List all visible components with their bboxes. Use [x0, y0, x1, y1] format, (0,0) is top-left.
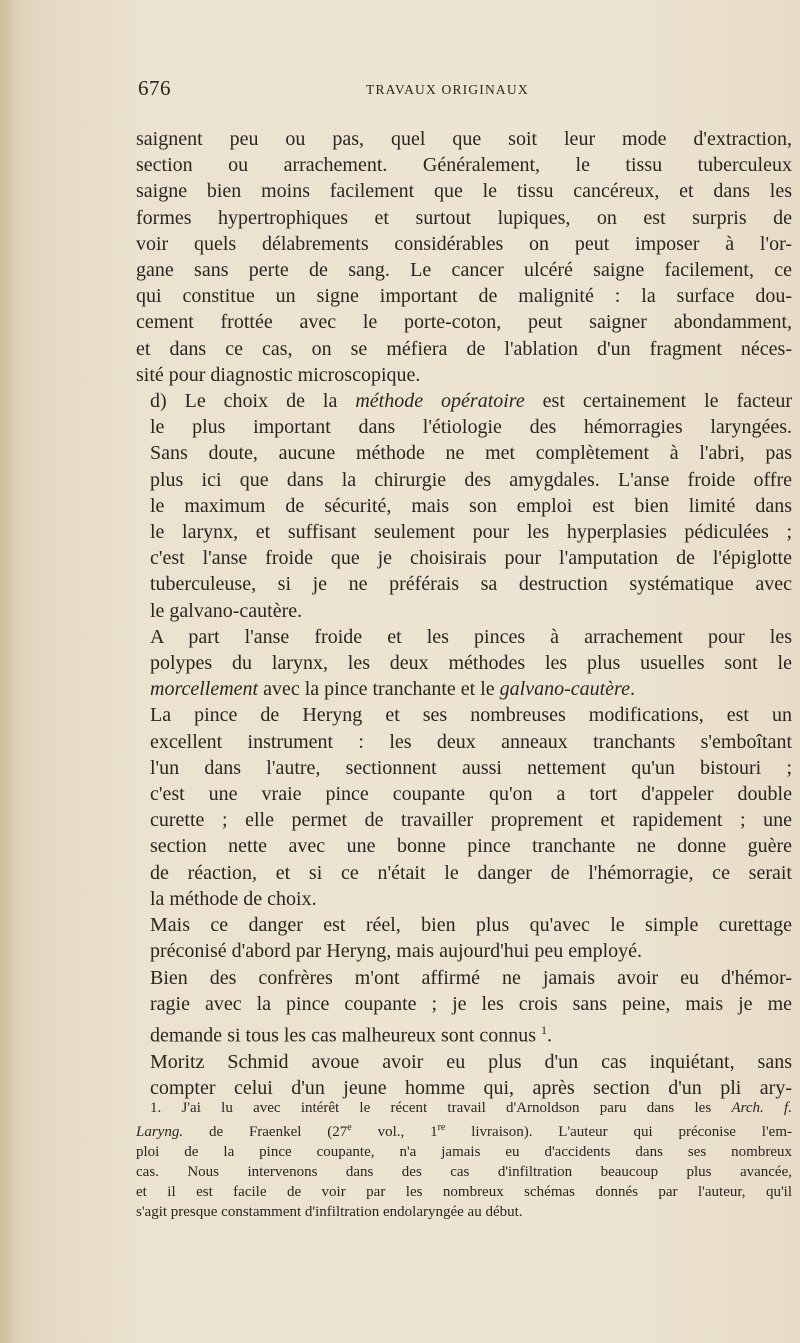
- text-line: A part l'anse froide et les pinces à arrachement pour les: [150, 625, 792, 648]
- text-line: Sans doute, aucune méthode ne met complètement à l'abri, pas: [150, 442, 792, 465]
- text-line: section nette avec une bonne pince tranchante ne donne guère: [150, 835, 792, 858]
- text-line: excellent instrument : les deux anneaux tranchants s'emboîtant: [150, 730, 792, 753]
- footnote: [136, 1098, 792, 1222]
- text-line: Bien des confrères m'ont affirmé ne jamais avoir eu d'hémor-: [150, 966, 792, 989]
- footnote-line: cas. Nous intervenons dans des cas d'infiltration beaucoup plus avancée,: [136, 1164, 792, 1180]
- footnote-line: [136, 1098, 792, 1118]
- text-line: préconisé d'abord par Heryng, mais aujourd'hui peu employé.: [150, 940, 643, 963]
- footnote-line: ploi de la pince coupante, n'a jamais eu d'accidents dans ses nombreux: [136, 1144, 792, 1160]
- footnote-reference[interactable]: 1: [541, 1022, 548, 1037]
- text-run: livraison). L'auteur qui préconise l'em-: [445, 1124, 792, 1140]
- page-number: 676: [138, 76, 171, 100]
- italic-run: galvano-cautère: [499, 678, 630, 701]
- text-line: de réaction, et si ce n'était le danger de l'hémorragie, ce serait: [150, 861, 792, 884]
- footnote-line: s'agit presque constamment d'infiltration endolaryngée au début.: [136, 1204, 523, 1220]
- text-run: de Fraenkel (27: [183, 1124, 348, 1140]
- text-line: Moritz Schmid avoue avoir eu plus d'un cas inquiétant, sans: [150, 1050, 792, 1073]
- text-line: voir quels délabrements considérables on peut imposer à l'or-: [136, 232, 792, 255]
- text-line: c'est l'anse froide que je choisirais pour l'amputation de l'épiglotte: [150, 547, 792, 570]
- italic-run: Arch. f.: [731, 1100, 792, 1116]
- text-line: cement frottée avec le porte-coton, peut saigner abondamment,: [136, 311, 792, 334]
- paragraph-3: [136, 624, 792, 703]
- text-line: compter celui d'un jeune homme qui, après section d'un pli ary-: [150, 1076, 792, 1099]
- paragraph-4: [136, 702, 792, 912]
- body-text: [136, 126, 792, 1101]
- text-line: qui constitue un signe important de malignité : la surface dou-: [136, 285, 792, 308]
- text-line: [136, 1017, 792, 1049]
- text-line: tuberculeuse, si je ne préférais sa destruction systématique avec: [150, 573, 792, 596]
- paragraph-6: [136, 965, 792, 1049]
- italic-run: Laryng.: [136, 1124, 184, 1140]
- text-line: [136, 388, 792, 414]
- text-line: ragie avec la pince coupante ; je les crois sans peine, mais je me: [150, 992, 792, 1015]
- text-line: gane sans perte de sang. Le cancer ulcéré saigne facilement, ce: [136, 259, 792, 282]
- text-run: .: [547, 1024, 553, 1047]
- text-line: section ou arrachement. Généralement, le tissu tuberculeux: [136, 154, 792, 177]
- running-head: [136, 76, 792, 106]
- text-line: saigne bien moins facilement que le tissu cancéreux, et dans les: [136, 180, 792, 203]
- text-run: .: [629, 678, 635, 701]
- text-run: d) Le choix de la: [150, 390, 356, 413]
- text-line: le maximum de sécurité, mais son emploi est bien limité dans: [150, 494, 792, 517]
- paragraph-5: [136, 912, 792, 964]
- footnote-line: et il est facile de voir par les nombreux schémas donnés par l'auteur, qu'il: [136, 1184, 792, 1200]
- text-run: 1. J'ai lu avec intérêt le récent travail d'Arnoldson paru dans les: [150, 1100, 732, 1116]
- paragraph-1: [136, 126, 792, 388]
- text-line: formes hypertrophiques et surtout lupiques, on est surpris de: [136, 206, 792, 229]
- footnote-line: [136, 1118, 792, 1142]
- text-run: est certainement le facteur: [524, 390, 792, 413]
- text-line: plus ici que dans la chirurgie des amygdales. L'anse froide offre: [150, 468, 792, 491]
- text-line: et dans ce cas, on se méfiera de l'ablation d'un fragment néces-: [136, 337, 792, 360]
- running-title: TRAVAUX ORIGINAUX: [366, 82, 529, 97]
- text-line: le galvano-cautère.: [150, 599, 303, 622]
- text-line: polypes du larynx, les deux méthodes les plus usuelles sont le: [150, 652, 792, 675]
- superscript: re: [437, 1122, 446, 1133]
- paragraph-2: [136, 388, 792, 624]
- text-line: La pince de Heryng et ses nombreuses modifications, est un: [150, 704, 792, 727]
- italic-run: morcellement: [150, 678, 259, 701]
- text-run: vol., 1: [351, 1124, 438, 1140]
- italic-run: méthode opératoire: [355, 390, 525, 413]
- text-line: saignent peu ou pas, quel que soit leur mode d'extraction,: [136, 128, 792, 150]
- text-line: Mais ce danger est réel, bien plus qu'avec le simple curettage: [150, 914, 792, 937]
- superscript: e: [347, 1122, 352, 1133]
- text-line: sité pour diagnostic microscopique.: [136, 363, 421, 386]
- paragraph-7: [136, 1049, 792, 1101]
- text-line: l'un dans l'autre, sectionnent aussi nettement qu'un bistouri ;: [150, 756, 792, 779]
- text-run: demande si tous les cas malheureux sont connus: [150, 1024, 542, 1047]
- text-line: curette ; elle permet de travailler proprement et rapidement ; une: [150, 809, 792, 832]
- text-run: avec la pince tranchante et le: [258, 678, 500, 701]
- text-line: c'est une vraie pince coupante qu'on a tort d'appeler double: [150, 783, 792, 806]
- text-line: le larynx, et suffisant seulement pour les hyperplasies pédiculées ;: [150, 521, 792, 544]
- page-edge-shadow: [0, 0, 18, 1343]
- text-line: le plus important dans l'étiologie des hémorragies laryngées.: [150, 416, 792, 439]
- text-line: la méthode de choix.: [150, 887, 317, 910]
- text-line: [136, 676, 792, 702]
